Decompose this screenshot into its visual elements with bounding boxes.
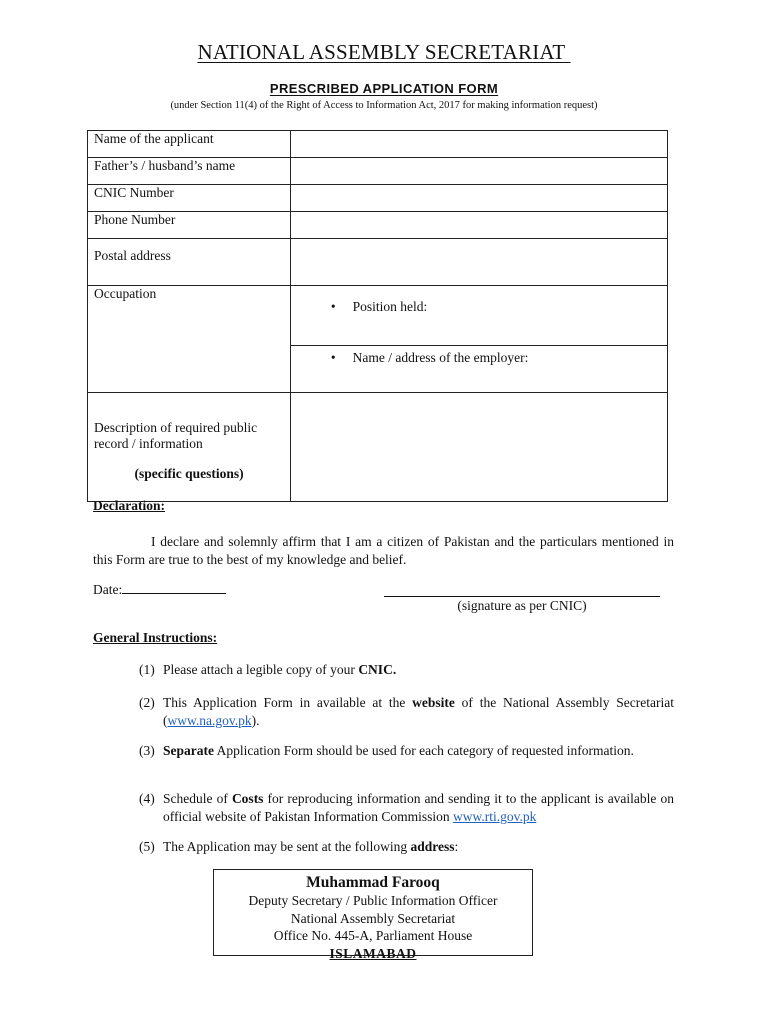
instruction-number: (2) xyxy=(139,695,155,710)
instruction-text: ). xyxy=(251,713,260,728)
instruction-bold: website xyxy=(412,695,455,710)
position-held-label: Position held: xyxy=(352,299,428,314)
phone-number-field[interactable] xyxy=(291,212,668,239)
specific-questions-label: (specific questions) xyxy=(134,466,244,481)
signature-caption: (signature as per CNIC) xyxy=(457,598,587,613)
table-row xyxy=(88,185,668,212)
address-box xyxy=(213,869,533,961)
page-title: NATIONAL ASSEMBLY SECRETARIAT xyxy=(197,40,571,64)
instruction-bold: Costs xyxy=(231,791,264,806)
applicant-name-label: Name of the applicant xyxy=(88,131,291,158)
instruction-item xyxy=(139,838,674,856)
table-row xyxy=(88,158,668,185)
instruction-text: of the National Assembly Secretariat ( xyxy=(163,695,674,728)
office-organization: National Assembly Secretariat xyxy=(290,910,456,926)
postal-address-label: Postal address xyxy=(88,239,291,286)
declaration-heading: Declaration: xyxy=(93,498,165,513)
table-row xyxy=(88,212,668,239)
form-title: PRESCRIBED APPLICATION FORM xyxy=(269,81,499,96)
instruction-number: (5) xyxy=(139,839,155,854)
phone-number-label: Phone Number xyxy=(88,212,291,239)
instruction-text: Please attach a legible copy of your xyxy=(163,662,359,677)
father-husband-name-label: Father’s / husband’s name xyxy=(88,158,291,185)
office-city: ISLAMABAD xyxy=(329,945,417,961)
instruction-item xyxy=(139,742,674,760)
occupation-label: Occupation xyxy=(88,286,291,393)
instruction-bold: Separate xyxy=(163,743,214,758)
instruction-text: Application Form should be used for each category of requested information. xyxy=(214,743,634,758)
rti-website-link[interactable]: www.rti.gov.pk xyxy=(452,809,537,824)
father-husband-name-field[interactable] xyxy=(291,158,668,185)
employer-field[interactable] xyxy=(291,346,668,393)
date-line xyxy=(93,580,226,598)
instruction-item xyxy=(139,661,674,679)
instruction-number: (3) xyxy=(139,743,155,758)
description-label: Description of required public record / information xyxy=(94,420,258,451)
form-subtitle: (under Section 11(4) of the Right of Access to Information Act, 2017 for making information request) xyxy=(170,100,598,111)
description-label-cell xyxy=(88,393,291,502)
bullet-icon: • xyxy=(330,350,336,365)
position-held-field[interactable] xyxy=(291,286,668,346)
cnic-number-field[interactable] xyxy=(291,185,668,212)
instruction-text: : xyxy=(454,839,459,854)
na-website-link[interactable]: www.na.gov.pk xyxy=(167,713,252,728)
description-field[interactable] xyxy=(291,393,668,502)
instruction-bold: CNIC. xyxy=(358,662,397,677)
officer-name: Muhammad Farooq xyxy=(306,874,440,891)
instruction-item xyxy=(139,790,674,826)
date-field[interactable] xyxy=(122,580,226,594)
instruction-bold: address xyxy=(410,839,455,854)
general-instructions-heading: General Instructions: xyxy=(93,630,218,645)
instruction-text: The Application may be sent at the following xyxy=(163,839,411,854)
applicant-name-field[interactable] xyxy=(291,131,668,158)
instruction-text: Schedule of xyxy=(163,791,232,806)
employer-label: Name / address of the employer: xyxy=(352,350,529,365)
table-row xyxy=(88,131,668,158)
instruction-item xyxy=(139,694,674,730)
signature-field[interactable] xyxy=(384,596,660,597)
office-location: Office No. 445-A, Parliament House xyxy=(273,928,473,943)
table-row xyxy=(88,239,668,286)
declaration-text: I declare and solemnly affirm that I am a citizen of Pakistan and the particulars mentioned in this Form are true to the best of my knowledge and belief. xyxy=(93,534,674,567)
cnic-number-label: CNIC Number xyxy=(88,185,291,212)
instruction-number: (1) xyxy=(139,662,155,677)
postal-address-field[interactable] xyxy=(291,239,668,286)
table-row xyxy=(88,393,668,502)
bullet-icon: • xyxy=(330,299,336,314)
officer-designation: Deputy Secretary / Public Information Officer xyxy=(248,893,498,908)
date-label: Date: xyxy=(93,582,123,597)
instruction-text: This Application Form in available at the xyxy=(163,695,413,710)
application-form-table xyxy=(87,130,668,502)
instruction-number: (4) xyxy=(139,791,155,806)
table-row xyxy=(88,286,668,346)
instruction-text: for reproducing information and sending it to the applicant is available on official website of Pakistan Information Commission xyxy=(163,791,675,824)
